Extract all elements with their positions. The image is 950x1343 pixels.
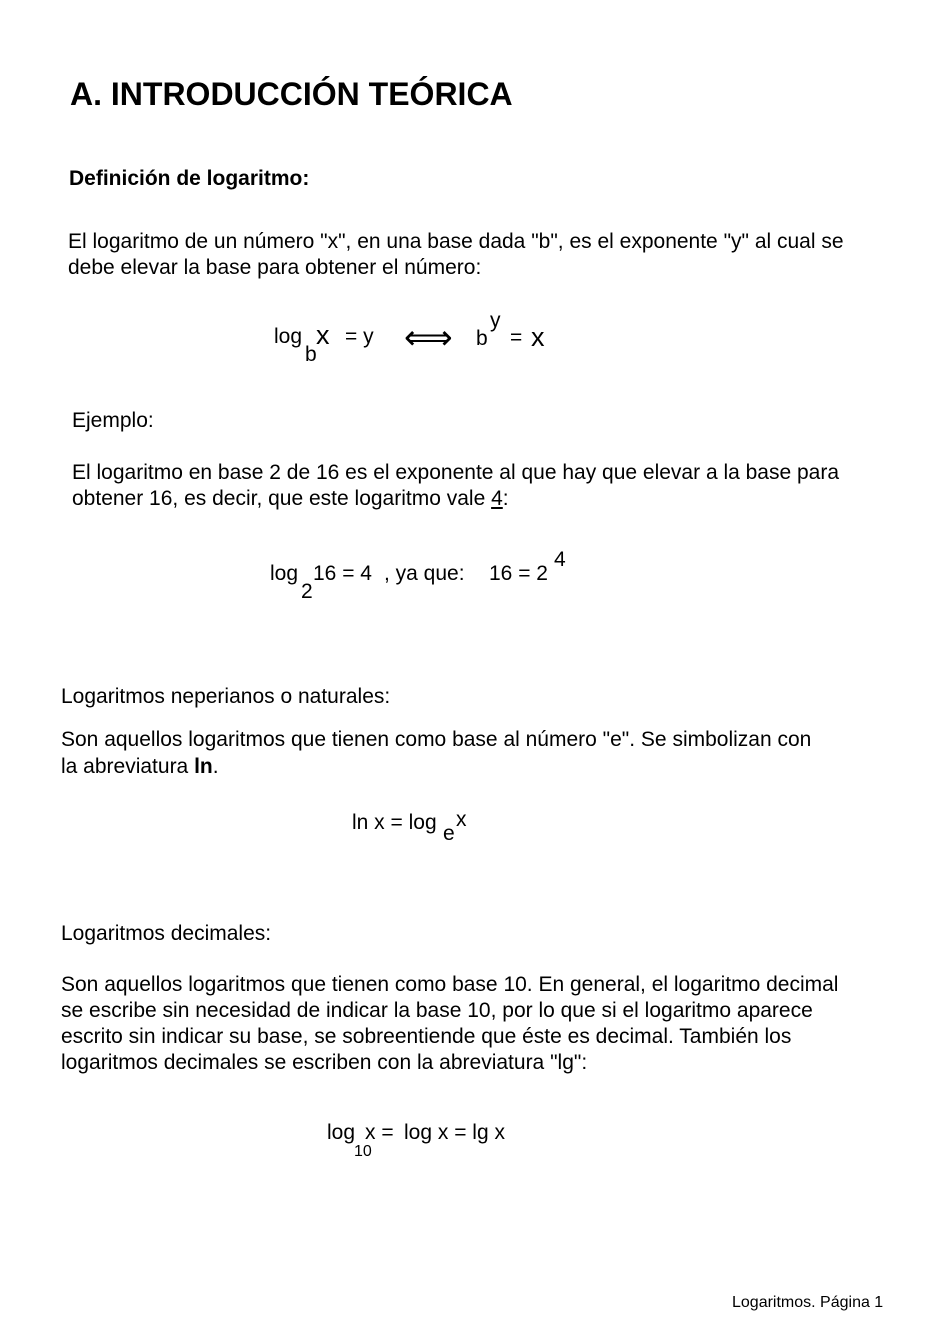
page-footer: Logaritmos. Página 1 — [732, 1294, 884, 1311]
example-formula-log: log — [270, 562, 299, 585]
example-label: Ejemplo: — [72, 409, 154, 432]
natural-text-bold: ln — [194, 755, 213, 778]
decimal-heading: Logaritmos decimales: — [61, 922, 272, 945]
formula-eq: = — [510, 326, 523, 349]
natural-text-pre: la abreviatura — [61, 755, 195, 778]
example-formula-because: , ya que: — [384, 562, 465, 585]
natural-heading: Logaritmos neperianos o naturales: — [61, 685, 391, 708]
formula-eq-y: = y — [345, 325, 374, 348]
formula-x: x — [531, 322, 545, 352]
example-text-line-1: El logaritmo en base 2 de 16 es el exponente al que hay que elevar a la base para — [72, 461, 840, 484]
example-formula-rhs: 16 = 2 — [489, 562, 548, 585]
decimal-formula-rest-2: log x = lg x — [404, 1121, 505, 1144]
example-value: 4 — [491, 487, 503, 510]
formula-base-subscript: b — [305, 343, 317, 366]
example-formula-rest: 16 = 4 — [313, 562, 372, 585]
formula-arg: x — [316, 320, 330, 350]
formula-b: b — [476, 327, 488, 350]
decimal-text-line-3: escrito sin indicar su base, se sobreentiende que éste es decimal. También los — [61, 1025, 792, 1048]
decimal-formula-base-subscript: 10 — [354, 1143, 372, 1160]
natural-formula-arg: x — [456, 808, 467, 831]
equivalence-arrow-icon: ⟺ — [404, 319, 453, 357]
definition-text-line-1: El logaritmo de un número "x", en una base dada "b", es el exponente "y" al cual se — [68, 230, 844, 253]
natural-text-line-1: Son aquellos logaritmos que tienen como base al número "e". Se simbolizan con — [61, 728, 812, 751]
natural-formula-lhs: ln x = log — [352, 811, 437, 834]
example-text-post: : — [502, 487, 509, 510]
natural-formula-base-subscript: e — [443, 822, 455, 845]
decimal-text-line-4: logaritmos decimales se escriben con la abreviatura "lg": — [61, 1051, 588, 1074]
example-text-line-2 — [72, 486, 509, 512]
decimal-formula-rest-1: x = — [365, 1121, 394, 1144]
decimal-formula-log: log — [327, 1121, 356, 1144]
example-formula-exp-superscript: 4 — [554, 548, 566, 571]
natural-text-post: . — [212, 755, 219, 778]
decimal-text-line-2: se escribe sin necesidad de indicar la base 10, por lo que si el logaritmo aparece — [61, 999, 813, 1022]
example-text-pre: obtener 16, es decir, que este logaritmo vale — [72, 487, 492, 510]
natural-text-line-2 — [61, 754, 219, 780]
formula-exp-superscript: y — [490, 309, 501, 332]
definition-text-line-2: debe elevar la base para obtener el número: — [68, 256, 482, 279]
decimal-text-line-1: Son aquellos logaritmos que tienen como base 10. En general, el logaritmo decimal — [61, 973, 839, 996]
example-formula-base-subscript: 2 — [301, 580, 313, 603]
page-title: A. INTRODUCCIÓN TEÓRICA — [70, 76, 513, 112]
definition-heading: Definición de logaritmo: — [69, 167, 310, 190]
formula-log: log — [274, 325, 303, 348]
